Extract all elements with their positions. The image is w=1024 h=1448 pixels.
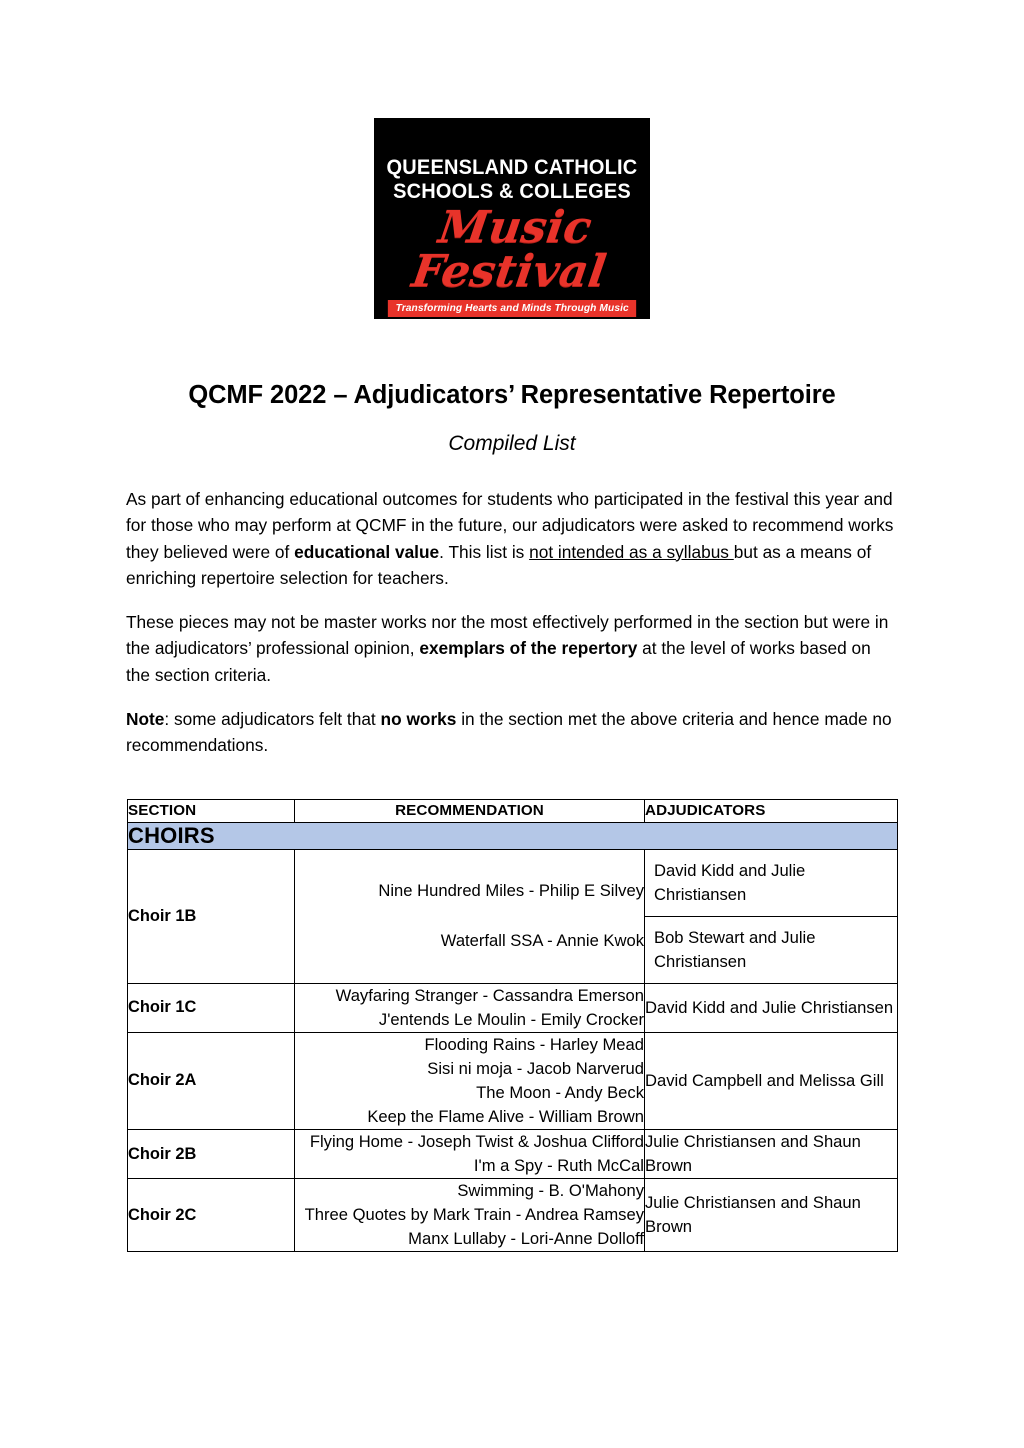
recommendation-item: I'm a Spy - Ruth McCal [473,1156,644,1176]
paragraph-3-bold-no-works: no works [380,708,457,729]
row-section-label: Choir 2C [128,1179,295,1252]
paragraph-1 [126,486,898,591]
logo-line-2: SCHOOLS & COLLEGES [393,178,631,203]
page-title: QCMF 2022 – Adjudicators’ Representative Repertoire [188,381,836,409]
adjudicator-entry: David Kidd and Julie Christiansen [645,850,897,917]
paragraph-3-part-a: : some adjudicators felt that [164,708,381,729]
adjudicator-entry: Bob Stewart and Julie Christiansen [654,927,816,971]
recommendation-item: Three Quotes by Mark Train - Andrea Ramsey [304,1205,644,1225]
logo-container [0,0,1024,319]
table-row [128,849,898,983]
repertoire-table-container [127,777,897,1253]
row-adjudicators: David Kidd and Julie Christiansen [645,983,898,1032]
paragraph-1-part-b: . This list is [439,541,530,562]
repertoire-table [127,799,898,1253]
row-recommendations [295,983,645,1032]
logo-line-1: QUEENSLAND CATHOLIC [386,155,638,179]
recommendation-item: Manx Lullaby - Lori-Anne Dolloff [408,1229,644,1249]
row-adjudicators: Julie Christiansen and Shaun Brown [645,1130,898,1179]
page-subtitle: Compiled List [448,432,576,455]
row-adjudicators: Julie Christiansen and Shaun Brown [645,1179,898,1252]
column-header-recommendation: RECOMMENDATION [295,799,645,822]
table-row [128,1179,898,1252]
paragraph-2 [126,609,898,688]
recommendation-item: The Moon - Andy Beck [476,1082,644,1102]
table-header-row [128,799,898,822]
recommendation-item: Flying Home - Joseph Twist & Joshua Clifford [309,1132,644,1151]
section-banner-choirs: CHOIRS [128,822,898,849]
paragraph-2-part-a: These pieces may not be master works nor the most effectively performed in the section but were in the adjudicators’ professional opinion, [126,612,889,659]
row-adjudicators: David Campbell and Melissa Gill [645,1032,898,1129]
table-row [128,1032,898,1129]
recommendation-item: Keep the Flame Alive - William Brown [367,1106,644,1126]
row-recommendations [295,849,645,983]
recommendation-item: J'entends Le Moulin - Emily Crocker [378,1009,644,1029]
recommendation-item: Sisi ni moja - Jacob Narverud [427,1058,644,1078]
row-recommendations [295,1179,645,1252]
column-header-section: SECTION [128,799,295,822]
paragraph-2-part-b: at the level of works based on the section criteria. [126,638,871,685]
recommendation-item: Flooding Rains - Harley Mead [424,1034,644,1054]
row-section-label: Choir 2A [128,1032,295,1129]
logo-script-text: Music Festival [408,202,610,298]
note-label: Note [126,708,165,729]
qcmf-logo [374,118,650,319]
table-banner-row [128,822,898,849]
column-header-adjudicators: ADJUDICATORS [645,799,898,822]
row-recommendations [295,1130,645,1179]
paragraph-2-bold-exemplars: exemplars of the repertory [419,638,638,659]
logo-tagline: Transforming Hearts and Minds Through Music [388,300,637,317]
paragraph-3-part-b: in the section met the above criteria and hence made no recommendations. [126,708,892,756]
recommendation-item: Nine Hundred Miles - Philip E Silvey [378,881,644,901]
recommendation-item: Swimming - B. O'Mahony [457,1181,644,1201]
paragraph-1-part-c: but as a means of enriching repertoire selection for teachers. [126,541,872,588]
row-section-label: Choir 1C [128,983,295,1032]
row-section-label: Choir 2B [128,1130,295,1179]
recommendation-spacer [295,903,644,929]
paragraph-3-note [126,706,898,759]
recommendation-item: Wayfaring Stranger - Cassandra Emerson [335,985,644,1005]
table-row [128,983,898,1032]
row-recommendations [295,1032,645,1129]
row-section-label: Choir 1B [128,849,295,983]
paragraph-1-bold-educational-value: educational value [294,541,440,562]
recommendation-item: Waterfall SSA - Annie Kwok [440,931,644,951]
table-row [128,1130,898,1179]
paragraph-1-underlined-phrase: not intended as a syllabus [529,541,734,562]
intro-text-block [126,486,898,759]
row-adjudicators [645,849,898,983]
paragraph-1-part-a: As part of enhancing educational outcomes for students who participated in the festival this year and for those who may perform at QCMF in the future, our adjudicators were asked to recommend works they believed were of [126,489,894,562]
